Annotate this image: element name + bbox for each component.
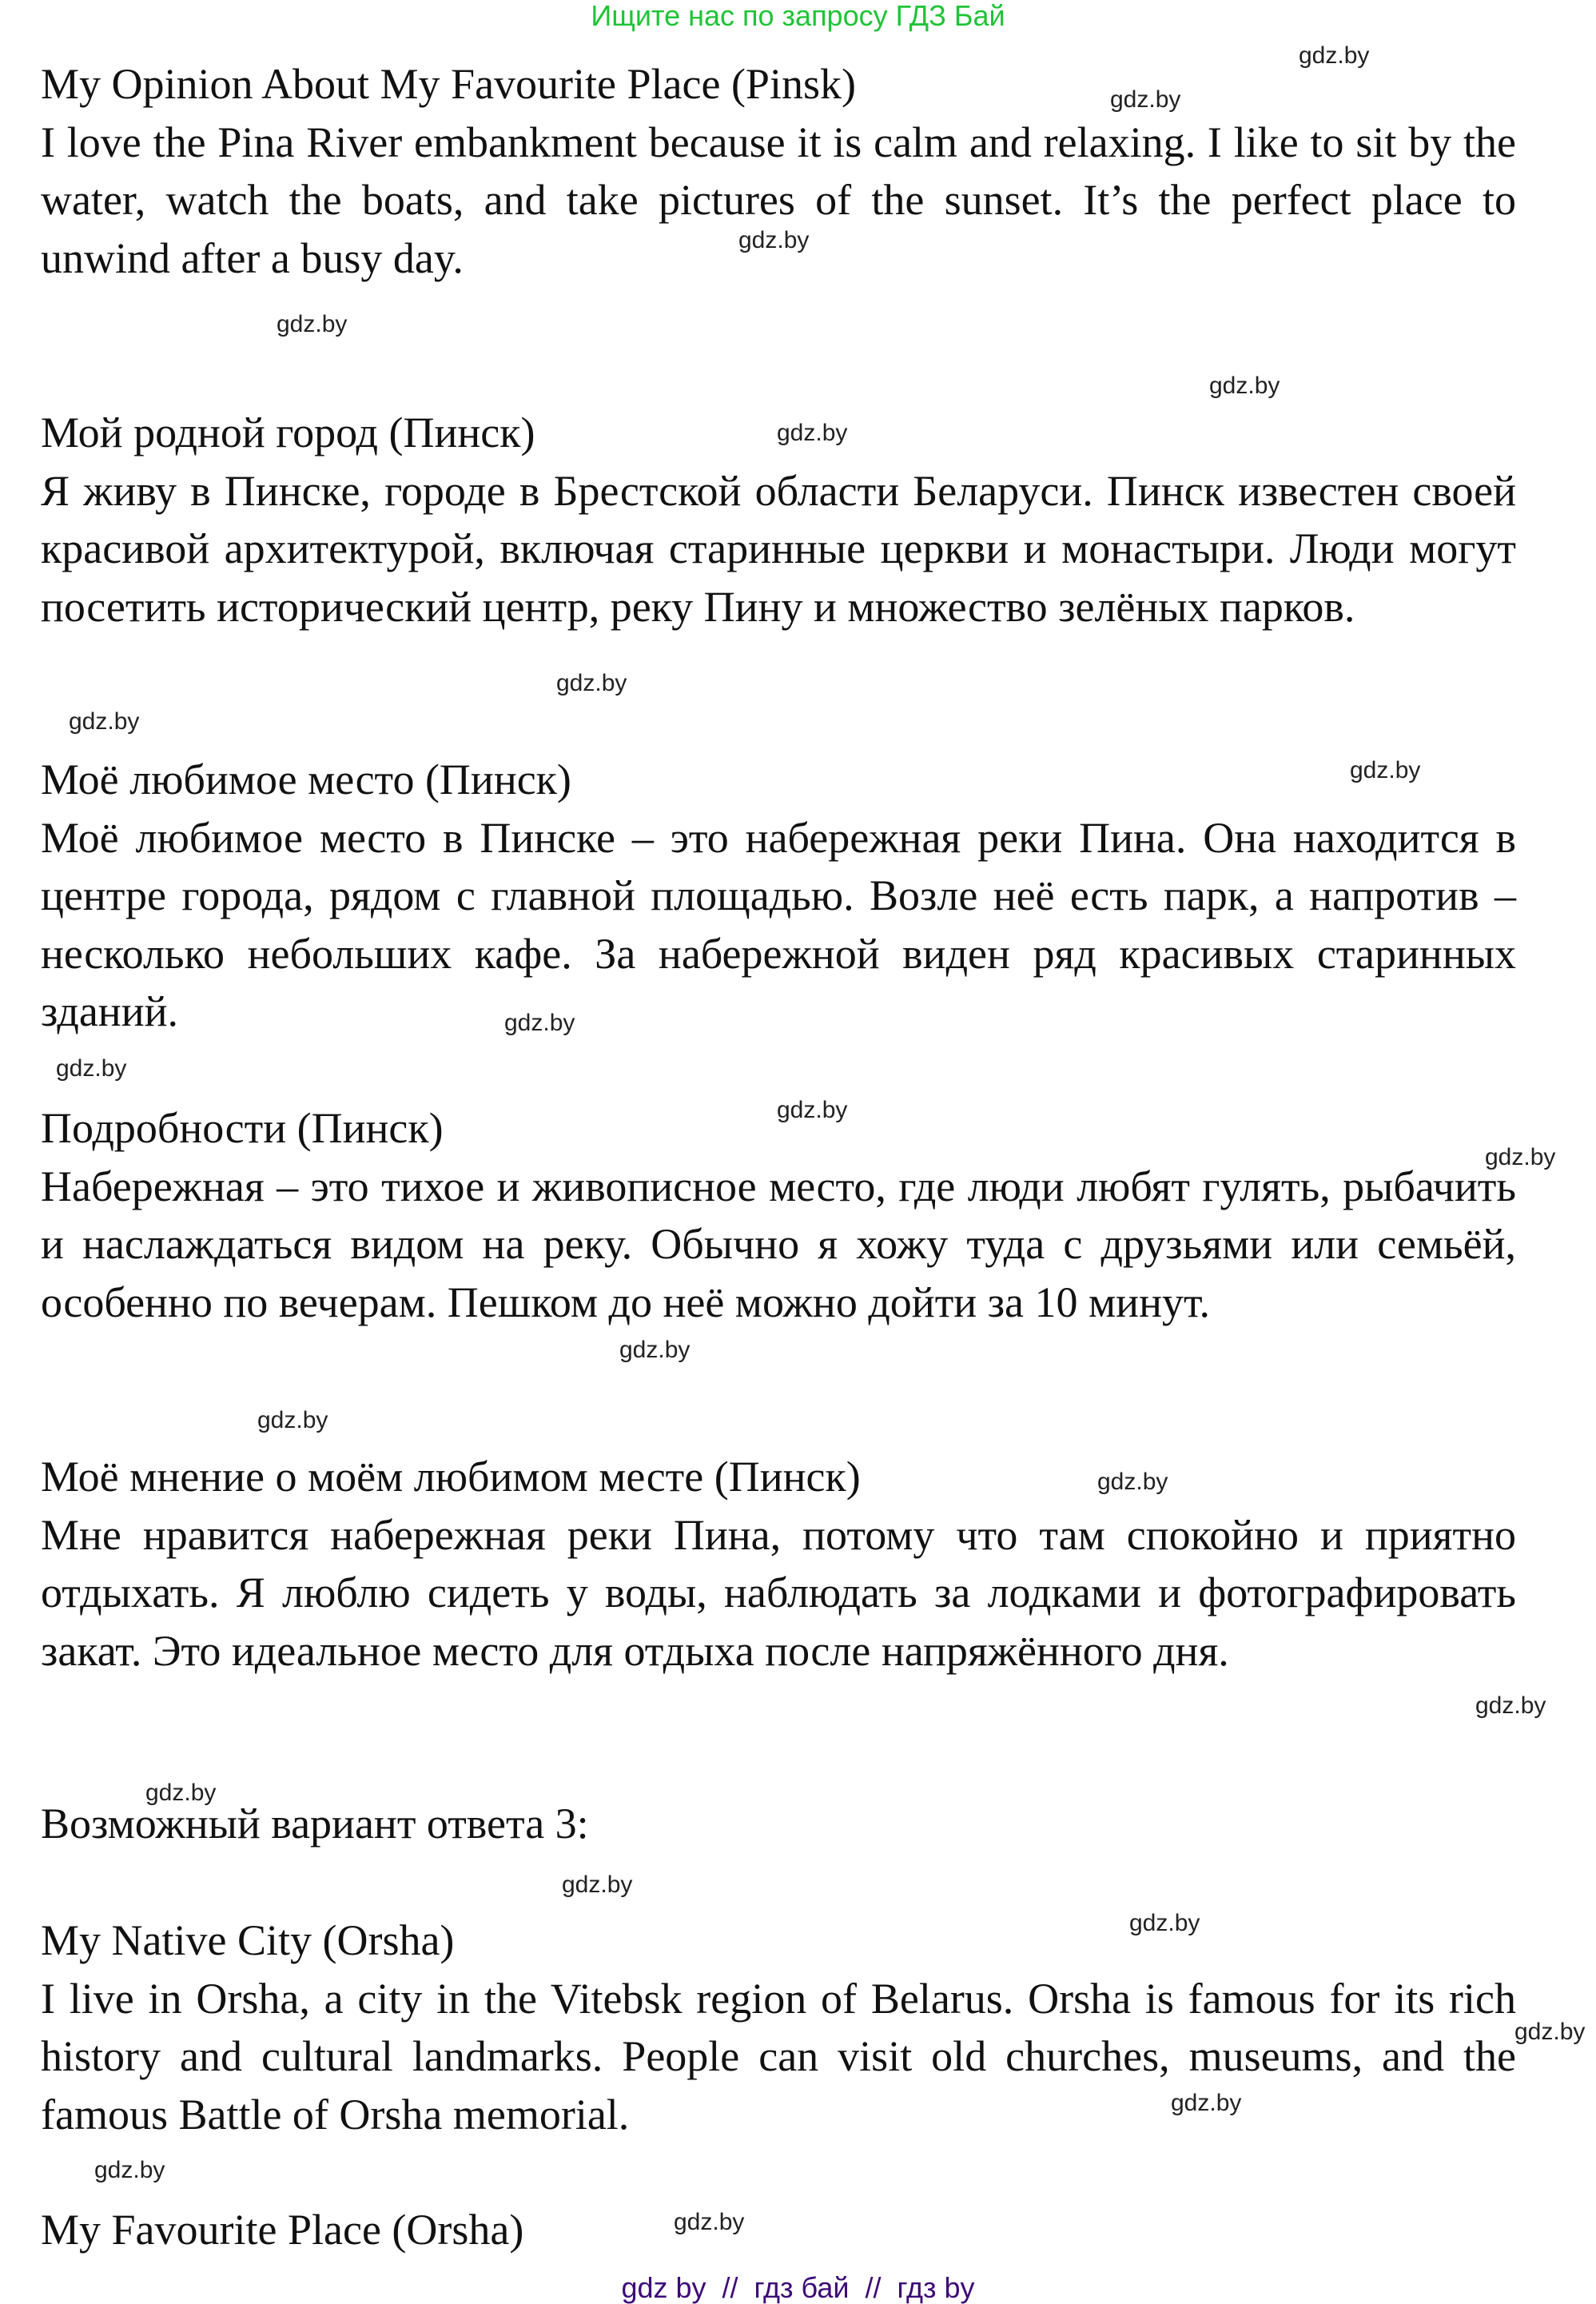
section-orsha-native-city [41, 1911, 1516, 2143]
watermark: gdz.by [777, 420, 848, 446]
watermark: gdz.by [504, 1010, 575, 1036]
watermark: gdz.by [619, 1337, 691, 1363]
watermark: gdz.by [562, 1872, 633, 1898]
watermark: gdz.by [145, 1780, 217, 1806]
watermark: gdz.by [1209, 373, 1280, 399]
section-title: My Opinion About My Favourite Place (Pinsk) [41, 60, 856, 108]
watermark: gdz.by [556, 670, 627, 696]
watermark: gdz.by [69, 708, 140, 735]
section-text: I love the Pina River embankment because it is calm and relaxing. I like to sit by the water, watch the boats, and take pictures of the sunset. It’s the perfect place to unwind after a busy day. [41, 118, 1516, 282]
section-title: My Favourite Place (Orsha) [41, 2206, 524, 2254]
section-text: I live in Orsha, a city in the Vitebsk region of Belarus. Orsha is famous for its rich history and cultural landmarks. People can visit old churches, museums, and the famous Battle of Orsha memorial. [41, 1974, 1516, 2139]
section-pinsk-favourite-place [41, 751, 1516, 1041]
watermark: gdz.by [257, 1407, 328, 1433]
section-text: Мне нравится набережная реки Пина, потому что там спокойно и приятно отдыхать. Я люблю сидеть у воды, наблюдать за лодками и фотографировать закат. Это идеальное место для отдыха после напряжённого дня. [41, 1510, 1516, 1675]
watermark: gdz.by [1299, 42, 1370, 69]
section-title: My Native City (Orsha) [41, 1916, 455, 1964]
watermark: gdz.by [56, 1055, 127, 1082]
section-text: Я живу в Пинске, городе в Брестской области Беларуси. Пинск известен своей красивой архитектурой, включая старинные церкви и монастыри. Люди могут посетить исторический центр, реку Пину и множество зелёных парков. [41, 466, 1516, 631]
section-title: Моё любимое место (Пинск) [41, 755, 571, 803]
section-title: Возможный вариант ответа 3: [41, 1800, 589, 1848]
watermark: gdz.by [1475, 1692, 1546, 1719]
watermark: gdz.by [94, 2157, 165, 2183]
watermark: gdz.by [1171, 2090, 1242, 2116]
watermark: gdz.by [1097, 1469, 1168, 1495]
watermark: gdz.by [1514, 2019, 1586, 2045]
search-hint-banner: Ищите нас по запросу ГДЗ Бай [591, 0, 1005, 32]
section-title: Подробности (Пинск) [41, 1104, 444, 1152]
answer-variant-heading [41, 1795, 1516, 1853]
watermark: gdz.by [738, 227, 810, 253]
watermark: gdz.by [1110, 86, 1181, 113]
section-pinsk-details [41, 1099, 1516, 1331]
watermark: gdz.by [1485, 1144, 1556, 1170]
section-title: Мой родной город (Пинск) [41, 409, 535, 456]
section-title: Моё мнение о моём любимом месте (Пинск) [41, 1453, 861, 1501]
watermark: gdz.by [1350, 757, 1421, 783]
section-orsha-favourite-place [41, 2201, 1516, 2259]
section-text: Моё любимое место в Пинске – это набережная реки Пина. Она находится в центре города, рядом с главной площадью. Возле неё есть парк, а напротив – несколько небольших кафе. За набережной виден ряд красивых старинных зданий. [41, 813, 1516, 1035]
watermark: gdz.by [1129, 1910, 1200, 1936]
watermark: gdz.by [277, 311, 348, 337]
watermark: gdz.by [674, 2209, 745, 2235]
section-text: Набережная – это тихое и живописное место, где люди любят гулять, рыбачить и наслаждаться видом на реку. Обычно я хожу туда с друзьями или семьёй, особенно по вечерам. Пешком до неё можно дойти за 10 минут. [41, 1162, 1516, 1326]
footer-links: gdz by // гдз бай // гдз by [621, 2271, 975, 2304]
watermark: gdz.by [777, 1097, 848, 1123]
section-pinsk-opinion-ru [41, 1448, 1516, 1680]
